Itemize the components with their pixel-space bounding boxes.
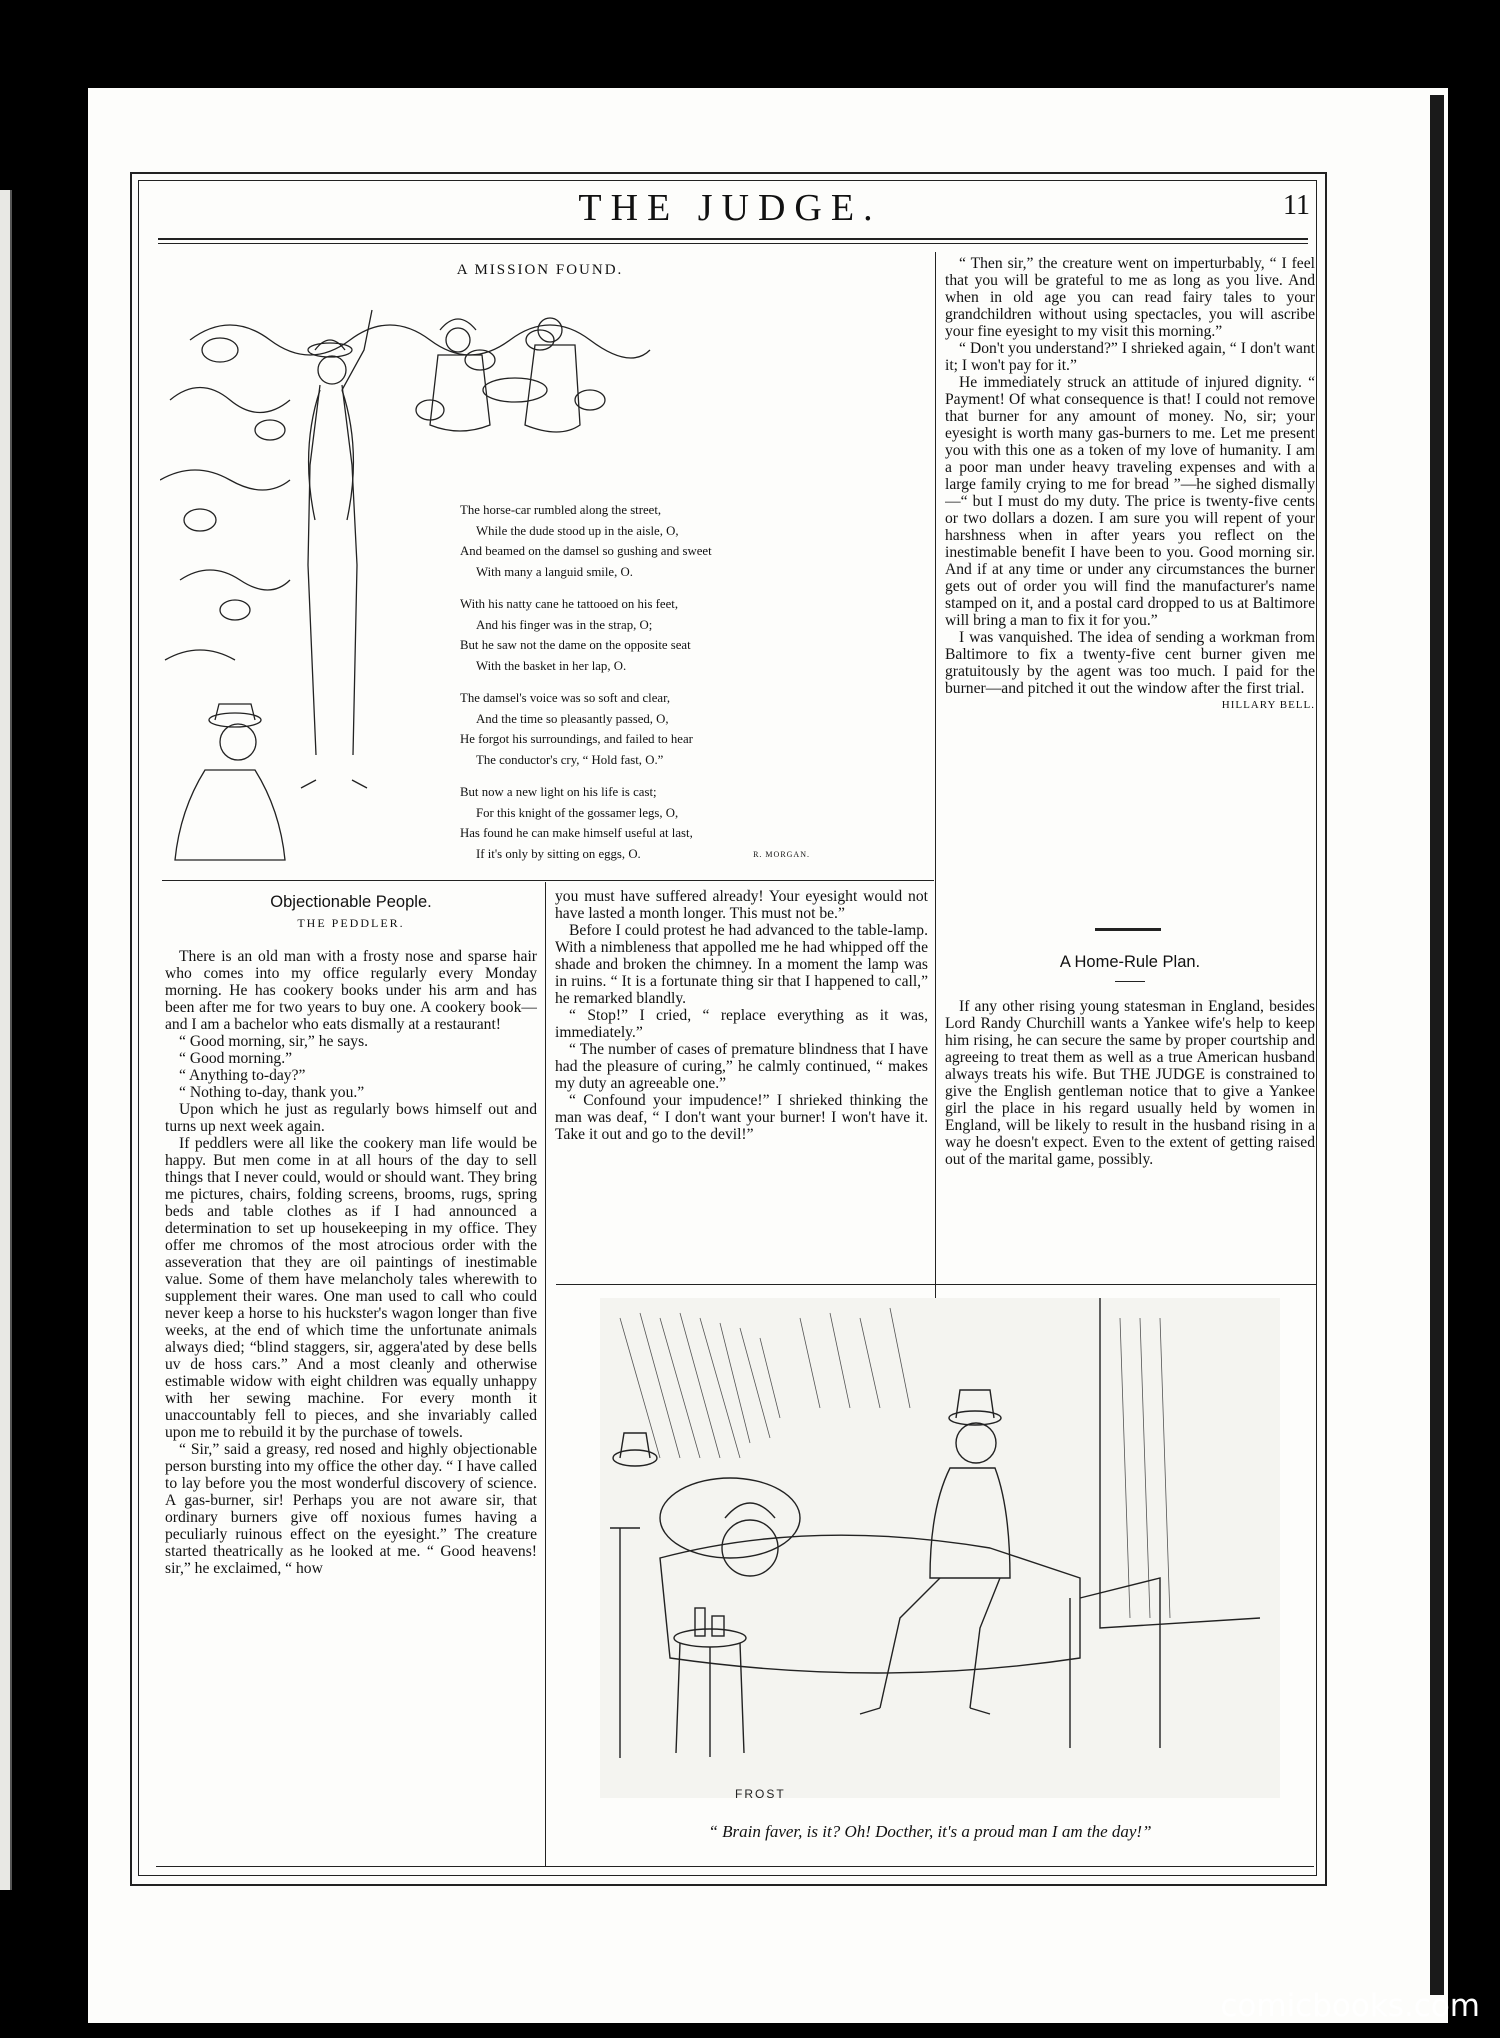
- paragraph: If peddlers were all like the cookery man life would be happy. But men come in at all hours of the day to sell things that I never could, would or should want. They bring me pictures, chairs, folding screens, brooms, rugs, spring beds and table clothes as if I had announced a determination to set up housekeeping in my office. They offer me chromos of the most atrocious order with the asseveration that they are oil paintings of inestimable value. Some of them have melancholy tales wherewith to supplement their wares. One man used to call who could never keep a horse to his huckster's wagon longer than five weeks, at the end of which time the unfortunate animals always died; “blind staggers, sir, aggera'ated by dese bells uv de hoss cars.” And a most cleanly and otherwise estimable widow with eight children was equally unhappy with her sewing machine. For every month it unaccountably fell to pieces, and she invariably called upon me to rebuild it by the purchase of towels.: [165, 1135, 537, 1441]
- poem-body: [460, 500, 820, 876]
- paragraph: “ Good morning.”: [179, 1050, 293, 1067]
- poem-line: With the basket in her lap, O.: [476, 658, 627, 673]
- paragraph: I was vanquished. The idea of sending a workman from Baltimore to fix a twenty-five cent burner given me gratuitously by the agent was too much. I paid for the burner—and pitched it out the window after the first trial.: [945, 629, 1315, 697]
- article-column-1: [165, 890, 537, 1858]
- poem-line: And his finger was in the strap, O;: [476, 617, 653, 632]
- poem-line: While the dude stood up in the aisle, O,: [476, 523, 679, 538]
- column-rule-left: [545, 882, 546, 1867]
- masthead-title: THE JUDGE.: [578, 187, 882, 229]
- paragraph: Before I could protest he had advanced to the table-lamp. With a nimbleness that appolled me he had whipped off the shade and broken the chimney. In a moment the lamp was in ruins. “ It is a fortunate thing sir that I happened to call,” he remarked blandly.: [555, 922, 928, 1007]
- poem-line: He forgot his surroundings, and failed to hear: [460, 732, 693, 746]
- paragraph: “ Anything to-day?”: [179, 1067, 306, 1084]
- paragraph: “ Good morning, sir,” he says.: [179, 1033, 369, 1050]
- poem-line: With his natty cane he tattooed on his feet,: [460, 597, 679, 611]
- poem-line: But now a new light on his life is cast;: [460, 785, 657, 799]
- page-bottom-rule: [156, 1866, 1314, 1867]
- paragraph: “ Sir,” said a greasy, red nosed and highly objectionable person bursting into my office the other day. “ I have called to lay before you the most wonderful discovery of science. A gas-burner, sir! Perhaps you are not aware sir, that ordinary burners give off noxious fumes having a peculiarly ruinous effect on the eyesight.” The creature started theatrically as he looked at me. “ Good heavens! sir,” he exclaimed, “ how: [165, 1441, 537, 1577]
- poem-line: For this knight of the gossamer legs, O,: [476, 805, 679, 820]
- article-column-2: [555, 888, 928, 1278]
- paragraph: “ Nothing to-day, thank you.”: [179, 1084, 365, 1101]
- poem-line: The horse-car rumbled along the street,: [460, 503, 662, 517]
- watermark: comicbooks.com: [1220, 1988, 1480, 2024]
- page-number: 11: [1283, 190, 1310, 221]
- paragraph: “ Confound your impudence!” I shrieked thinking the man was deaf, “ I don't want your burner! I won't have it. Take it out and go to the devil!”: [555, 1092, 928, 1143]
- paragraph: “ Then sir,” the creature went on imperturbably, “ I feel that you will be grateful to me as long as you live. And when in old age you can read fairy tales to your grandchildren without using spectacles, you will ascribe your fine eyesight to my visit this morning.”: [945, 255, 1315, 340]
- poem-stanza: [460, 500, 820, 582]
- poem-signature: R. MORGAN.: [753, 850, 810, 859]
- paragraph: “ Don't you understand?” I shrieked again, “ I don't want it; I won't pay for it.”: [945, 340, 1315, 374]
- poem-line: If it's only by sitting on eggs, O.: [476, 846, 641, 861]
- masthead-rule-thin: [158, 243, 1308, 244]
- column-rule-right: [935, 252, 936, 1362]
- article-signature: HILLARY BELL.: [1221, 699, 1315, 711]
- poem-stanza: [460, 594, 820, 676]
- title-underline: [1115, 981, 1145, 982]
- binding-edge: [1430, 95, 1444, 1995]
- cartoon-caption: “ Brain faver, is it? Oh! Docther, it's a proud man I am the day!”: [708, 1822, 1152, 1841]
- paragraph: If any other rising young statesman in England, besides Lord Randy Churchill wants a Yankee wife's help to keep him rising, he can secure the same by proper courtship and agreeing to treat them as well as a true American husband always treats his wife. But THE JUDGE is constrained to give the English gentleman notice that to give a Yankee girl the place in his regard usually held by women in England, will be likely to result in the husband rising in a way he doesn't expect. Even to the extent of getting raised out of the marital game, possibly.: [945, 998, 1315, 1168]
- poem-line: The conductor's cry, “ Hold fast, O.”: [476, 752, 664, 767]
- article-title: Objectionable People.: [270, 893, 432, 911]
- poem-line: And beamed on the damsel so gushing and sweet: [460, 544, 712, 558]
- paragraph: “ The number of cases of premature blindness that I have had the pleasure of curing,” he calmly continued, “ makes my duty an agreeable one.”: [555, 1041, 928, 1092]
- poem-line: Has found he can make himself useful at last,: [460, 826, 693, 840]
- poem-title: A MISSION FOUND.: [456, 262, 624, 278]
- bedside-cartoon: [600, 1298, 1300, 1808]
- poem-stanza: [460, 688, 820, 770]
- artist-signature: FROST: [735, 1787, 786, 1801]
- paragraph: There is an old man with a frosty nose and sparse hair who comes into my office regularly every Monday morning. He has cookery books under his arm and has been after me for two years to buy one. A cookery book—and I am a bachelor who eats dismally at a restaurant!: [165, 948, 537, 1033]
- poem-line: But he saw not the dame on the opposite seat: [460, 638, 691, 652]
- paragraph: you must have suffered already! Your eyesight would not have lasted a month longer. This must not be.”: [555, 888, 928, 922]
- poem-bottom-rule: [162, 880, 934, 881]
- poem-line: And the time so pleasantly passed, O,: [476, 711, 669, 726]
- paragraph: “ Stop!” I cried, “ replace everything as it was, immediately.”: [555, 1007, 928, 1041]
- article-title: A Home-Rule Plan.: [1059, 953, 1201, 971]
- paragraph: He immediately struck an attitude of injured dignity. “ Payment! Of what consequence is that! I could not remove that burner for any amount of money. No, sir; your eyesight is worth many gas-burners to me. Let me present you with this one as a token of my love of humanity. I am a poor man under heavy traveling expenses and with a large family crying to me for bread ”—he sighed dismally—“ but I must do my duty. The price is twenty-five cents or two dollars a dozen. I am sure you will repent of your harshness when in after years you reflect on the inestimable benefit I have been to you. Good morning sir. And if at any time or under any circumstances the burner gets out of order you will find the manufacturer's name stamped on it, and a postal card dropped to us at Baltimore will bring a man to fix it for you.”: [945, 374, 1315, 629]
- facing-page-edge: [0, 190, 12, 1890]
- article-column-3: [945, 255, 1315, 920]
- poem-line: The damsel's voice was so soft and clear,: [460, 691, 671, 705]
- masthead-rule: [158, 238, 1308, 240]
- article-subtitle: THE PEDDLER.: [297, 916, 405, 930]
- home-rule-article: [945, 950, 1315, 1275]
- cartoon-top-rule: [556, 1284, 1316, 1285]
- paragraph: Upon which he just as regularly bows himself out and turns up next week again.: [165, 1101, 537, 1135]
- section-divider: [1095, 928, 1161, 931]
- poem-line: With many a languid smile, O.: [476, 564, 633, 579]
